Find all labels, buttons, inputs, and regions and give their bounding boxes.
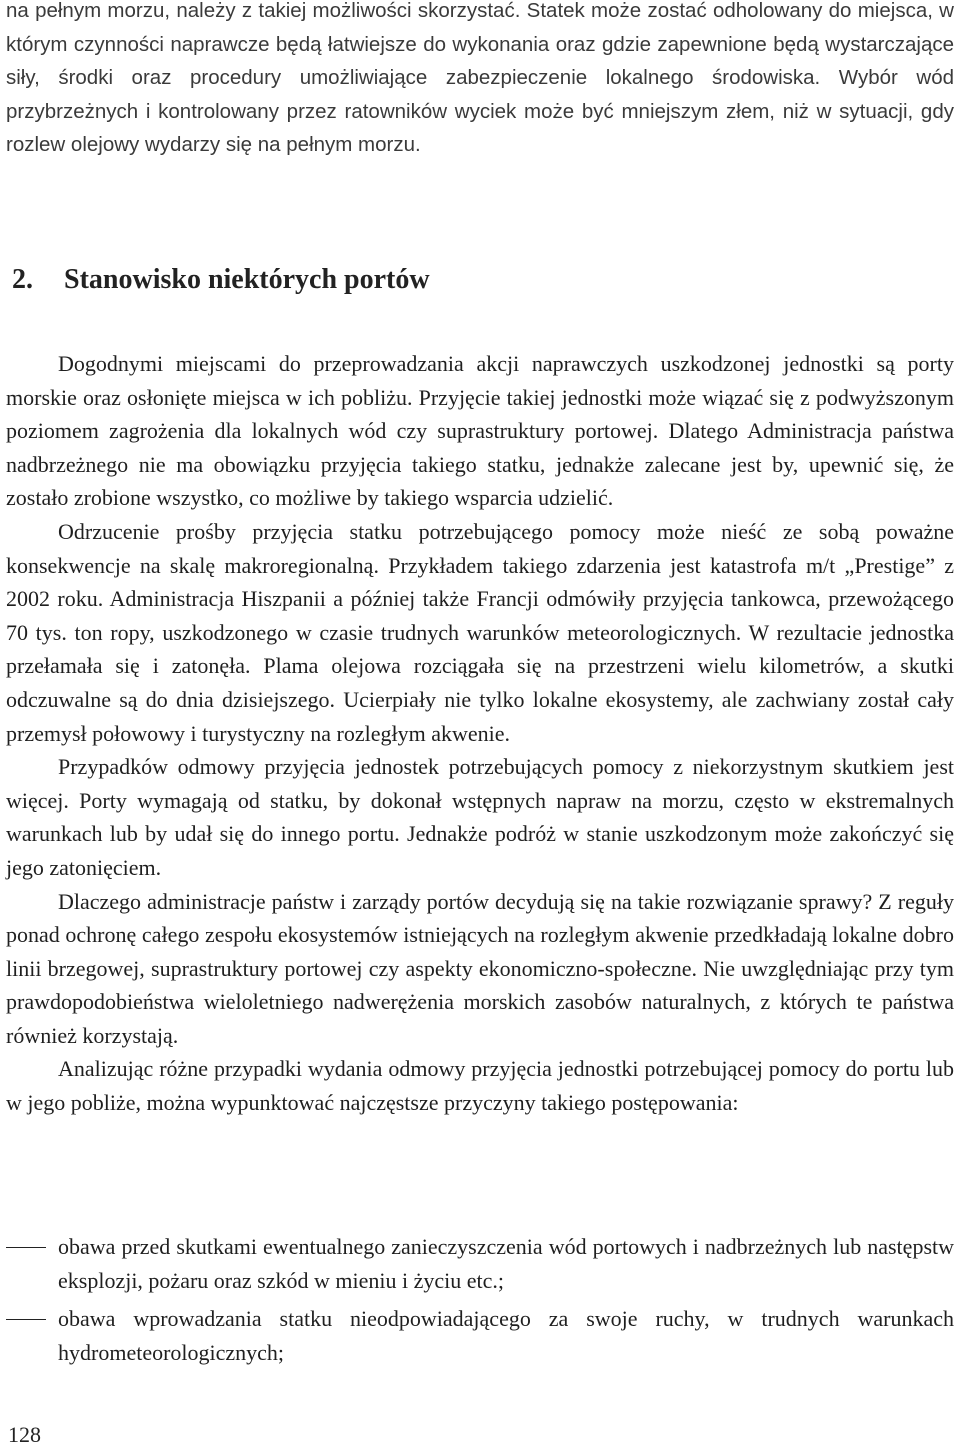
body-paragraph-3: Przypadków odmowy przyjęcia jednostek potrzebujących pomocy z niekorzystnym skutkiem jest więcej. Porty wymagają od statku, by dokonał wstępnych napraw na morzu, często w ekstremalnych warunkach lub by udał się do innego portu. Jednakże podróż w stanie uszkodzonym może zakończyć się jego zatonięciem. — [6, 754, 954, 880]
body-paragraph-5: Analizując różne przypadki wydania odmowy przyjęcia jednostki potrzebującej pomocy do portu lub w jego pobliże, można wypunktować najczęstsze przyczyny takiego postępowania: — [6, 1056, 954, 1116]
body-block — [6, 347, 954, 1120]
page-number: 128 — [8, 1422, 41, 1447]
em-dash-bullet — [6, 1247, 46, 1248]
section-heading — [12, 264, 430, 296]
list-item — [6, 1302, 954, 1369]
list-item — [6, 1230, 954, 1297]
body-paragraph-1: Dogodnymi miejscami do przeprowadzania akcji naprawczych uszkodzonej jednostki są porty morskie oraz osłonięte miejsca w ich pobliżu. Przyjęcie takiej jednostki może wiązać się z podwyższonym poziomem zagrożenia dla lokalnych wód czy suprastruktury portowej. Dlatego Administracja państwa nadbrzeżnego nie ma obowiązku przyjęcia takiego statku, jednakże zalecane jest by, upewnić się, że zostało zrobione wszystko, co możliwe by takiego wsparcia udzielić. — [6, 351, 954, 511]
section-number: 2. — [12, 264, 33, 295]
em-dash-bullet — [6, 1319, 46, 1320]
section-title: Stanowisko niektórych portów — [64, 264, 430, 295]
intro-paragraph: na pełnym morzu, należy z takiej możliwości skorzystać. Statek może zostać odholowany do miejsca, w którym czynności naprawcze będą łatwiejsze do wykonania oraz gdzie zapewnione będą wystarczające siły, środki oraz procedury umożliwiające zabezpieczenie lokalnego środowiska. Wybór wód przybrzeżnych i kontrolowany przez ratowników wyciek może być mniejszym złem, niż w sytuacji, gdy rozlew olejowy wydarzy się na pełnym morzu. — [6, 0, 954, 156]
reasons-list — [6, 1230, 954, 1374]
list-item-text: obawa przed skutkami ewentualnego zanieczyszczenia wód portowych i nadbrzeżnych lub następstw eksplozji, pożaru oraz szkód w mieniu i życiu etc.; — [58, 1234, 954, 1293]
intro-block — [6, 0, 954, 162]
list-item-text: obawa wprowadzania statku nieodpowiadającego za swoje ruchy, w trudnych warunkach hydrometeorologicznych; — [58, 1306, 954, 1365]
body-paragraph-4: Dlaczego administracje państw i zarządy portów decydują się na takie rozwiązanie sprawy? Z reguły ponad ochronę całego zespołu ekosystemów istniejących na rozległym akwenie przedkładają lokalne dobro linii brzegowej, suprastruktury portowej czy aspekty ekonomiczno-społeczne. Nie uwzględniając przy tym prawdopodobieństwa wieloletniego nadwerężenia morskich zasobów naturalnych, z których te państwa również korzystają. — [6, 888, 954, 1048]
body-paragraph-2: Odrzucenie prośby przyjęcia statku potrzebującego pomocy może nieść ze sobą poważne konsekwencje na skalę makroregionalną. Przykładem takiego zdarzenia jest katastrofa m/t „Prestige” z 2002 roku. Administracja Hiszpanii a później także Francji odmówiły przyjęcia tankowca, przewożącego 70 tys. ton ropy, uszkodzonego w czasie trudnych warunków meteorologicznych. W rezultacie jednostka przełamała się i zatonęła. Plama olejowa rozciągała się na przestrzeni wielu kilometrów, a skutki odczuwalne są do dnia dzisiejszego. Ucierpiały nie tylko lokalne ekosystemy, ale zachwiany został cały przemysł połowowy i turystyczny na rozległym akwenie. — [6, 518, 954, 746]
